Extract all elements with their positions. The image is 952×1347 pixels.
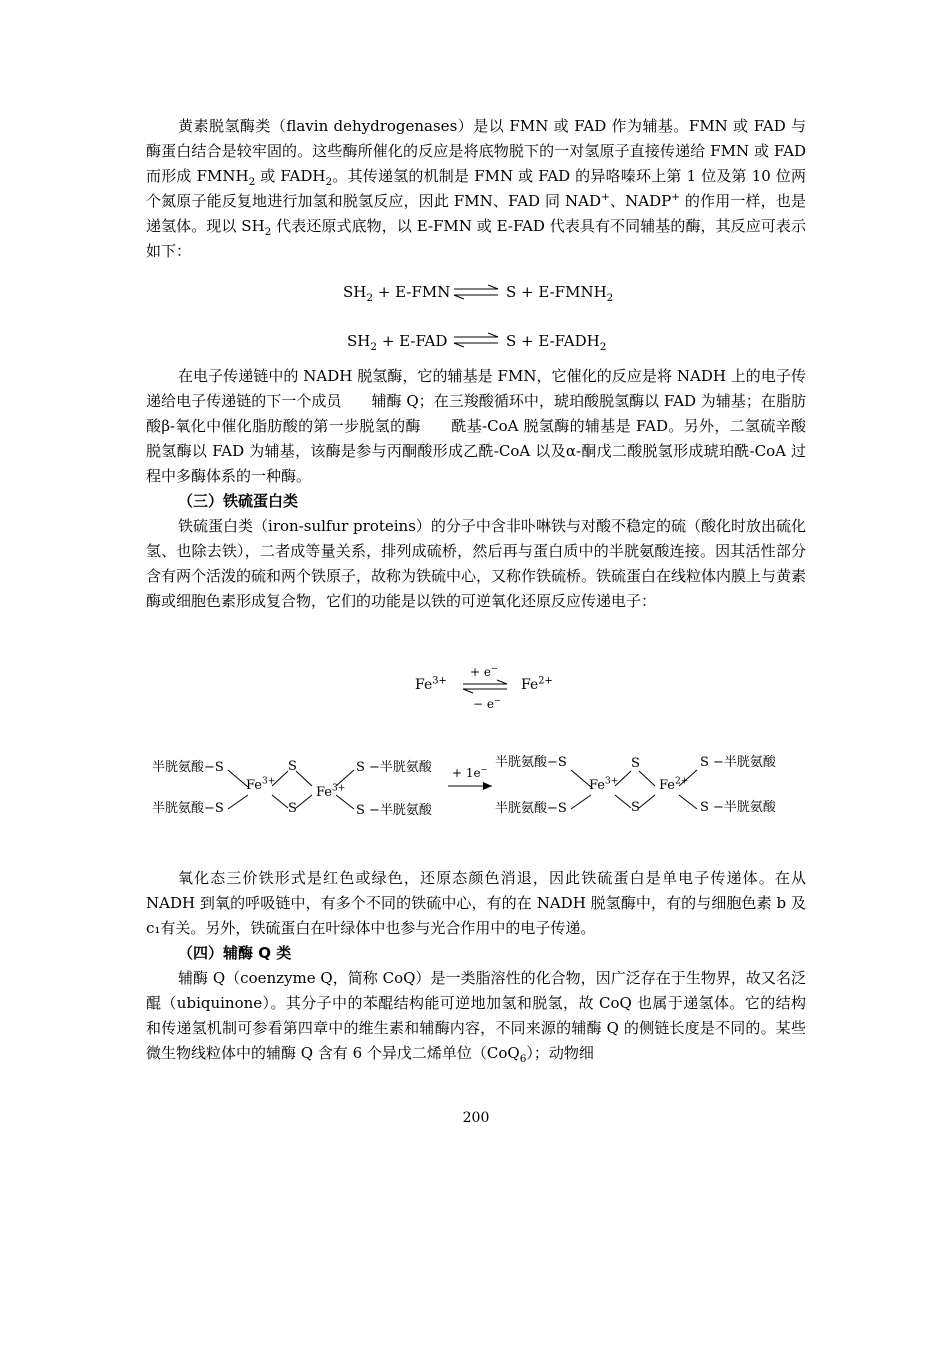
paragraph-iron-sulfur-proteins: 铁硫蛋白类（iron-sulfur proteins）的分子中含非卟啉铁与对酸不稳定的硫（酸化时放出硫化氢、也除去铁），二者成等量关系，排列成硫桥，然后再与蛋白质中的半胱氨酸连接。因其活性部分含有两个活泼的硫和两个铁原子，故称为铁硫中心，又称作铁硫桥。铁硫蛋白在线粒体内膜上与黄素酶或细胞色素形成复合物，它们的功能是以铁的可逆氧化还原反应传递电子： xyxy=(146,517,807,610)
s-cysteine-top-left: S −半胱氨酸 xyxy=(356,760,432,775)
paragraph-coenzyme-q: 辅酶 Q（coenzyme Q，简称 CoQ）是一类脂溶性的化合物，因广泛存在于生物界，故又名泛醌（ubiquinone）。其分子中的苯醌结构能可逆地加氢和脱氢，故 CoQ 也属于递氢体。它的结构和传递氢机制可参看第四章中的维生素和辅酶内容，不同来源的辅酶 Q 的侧链长度是不同的。某些微生物线粒体中的辅酶 Q 含有 6 个异戊二烯单位（CoQ$_6$）；动物细 xyxy=(146,969,806,1065)
fe2-label: $Fe^{2+}$ xyxy=(521,675,553,693)
s-cysteine-bottom-left: S −半胱氨酸 xyxy=(356,803,432,818)
sulfur-bottom-left: S xyxy=(288,801,297,816)
reaction-arrow-label: + 1e− xyxy=(452,764,488,780)
s-cysteine-bottom-right: S −半胱氨酸 xyxy=(700,800,776,815)
equation-fmn-right: $S + E-FMNH_2$ xyxy=(506,283,614,304)
redox-equilibrium-arrow-icon xyxy=(461,680,509,694)
s-cysteine-top-right: S −半胱氨酸 xyxy=(700,755,776,770)
paragraph-single-electron-carrier: 氧化态三价铁形式是红色或绿色，还原态颜色消退，因此铁硫蛋白是单电子传递体。在从 NADH 到氧的呼吸链中，有多个不同的铁硫中心，有的在 NADH 脱氢酶中，有的与细胞色素 b 及 c₁有关。另外，铁硫蛋白在叶绿体中也参与光合作用中的电子传递。 xyxy=(146,869,806,937)
fe-arrow-top-label: + e− xyxy=(470,663,499,679)
fe-right-1: $Fe^{3+}$ xyxy=(589,776,619,793)
fe-left-2: $Fe^{3+}$ xyxy=(316,783,346,800)
fe-arrow-bottom-label: − e− xyxy=(473,695,502,711)
cysteine-s-top-right: 半胱氨酸−S xyxy=(495,755,567,770)
fe-left-1: $Fe^{3+}$ xyxy=(246,776,276,793)
sulfur-bottom-right: S xyxy=(631,800,640,815)
sulfur-top-right: S xyxy=(631,756,640,771)
paragraph-flavin-dehydrogenases: 黄素脱氢酶类（flavin dehydrogenases）是以 FMN 或 FAD 作为辅基。FMN 或 FAD 与酶蛋白结合是较牢固的。这些酶所催化的反应是将底物脱下的一对氢原子直接传递给 FMN 或 FAD 而形成 $FMNH_2$ 或 $FADH_2$。其传递氢的机制是 FMN 或 FAD 的异咯嗪环上第 1 位及第 10 位两个氮原子能反复地进行加氢和脱氢反应，因此 FMN、FAD 同 NAD+、NADP+ 的作用一样，也是递氢体。现以 $SH_2$ 代表还原式底物，以 E-FMN 或 E-FAD 代表具有不同辅基的酶，其反应可表示如下： xyxy=(146,117,806,260)
sulfur-top-left: S xyxy=(288,759,297,774)
equation-fad-left: $SH_2 + E-FAD$ xyxy=(347,332,448,353)
section-heading-iron-sulfur: （三）铁硫蛋白类 xyxy=(178,492,299,510)
fe-right-2: $Fe^{2+}$ xyxy=(659,776,689,793)
cysteine-s-bottom-left: 半胱氨酸−S xyxy=(152,801,224,816)
equation-fad-right: $S + E-FADH_2$ xyxy=(506,332,607,353)
equation-fmn-left: $SH_2 + E-FMN$ xyxy=(343,283,451,304)
paragraph-nadh-dehydrogenase: 在电子传递链中的 NADH 脱氢酶，它的辅基是 FMN，它催化的反应是将 NADH 上的电子传递给电子传递链的下一个成员 辅酶 Q；在三羧酸循环中，琥珀酸脱氢酶以 FAD 为辅基；在脂肪酸β-氧化中催化脂肪酸的第一步脱氢的酶 酰基-CoA 脱氢酶的辅基是 FAD。另外，二氢硫辛酸脱氢酶以 FAD 为辅基，该酶是参与丙酮酸形成乙酰-CoA 以及α-酮戊二酸脱氢形成琥珀酰-CoA 过程中多酶体系的一种酶。 xyxy=(146,367,806,485)
section-heading-coenzyme-q: （四）辅酶 Q 类 xyxy=(178,944,292,962)
equilibrium-arrow-icon xyxy=(452,284,500,300)
fe3-label: $Fe^{3+}$ xyxy=(415,675,447,693)
equilibrium-arrow-icon xyxy=(452,332,500,348)
cysteine-s-top-left: 半胱氨酸−S xyxy=(152,760,224,775)
page-number: 200 xyxy=(462,1110,490,1126)
cysteine-s-bottom-right: 半胱氨酸−S xyxy=(495,801,567,816)
